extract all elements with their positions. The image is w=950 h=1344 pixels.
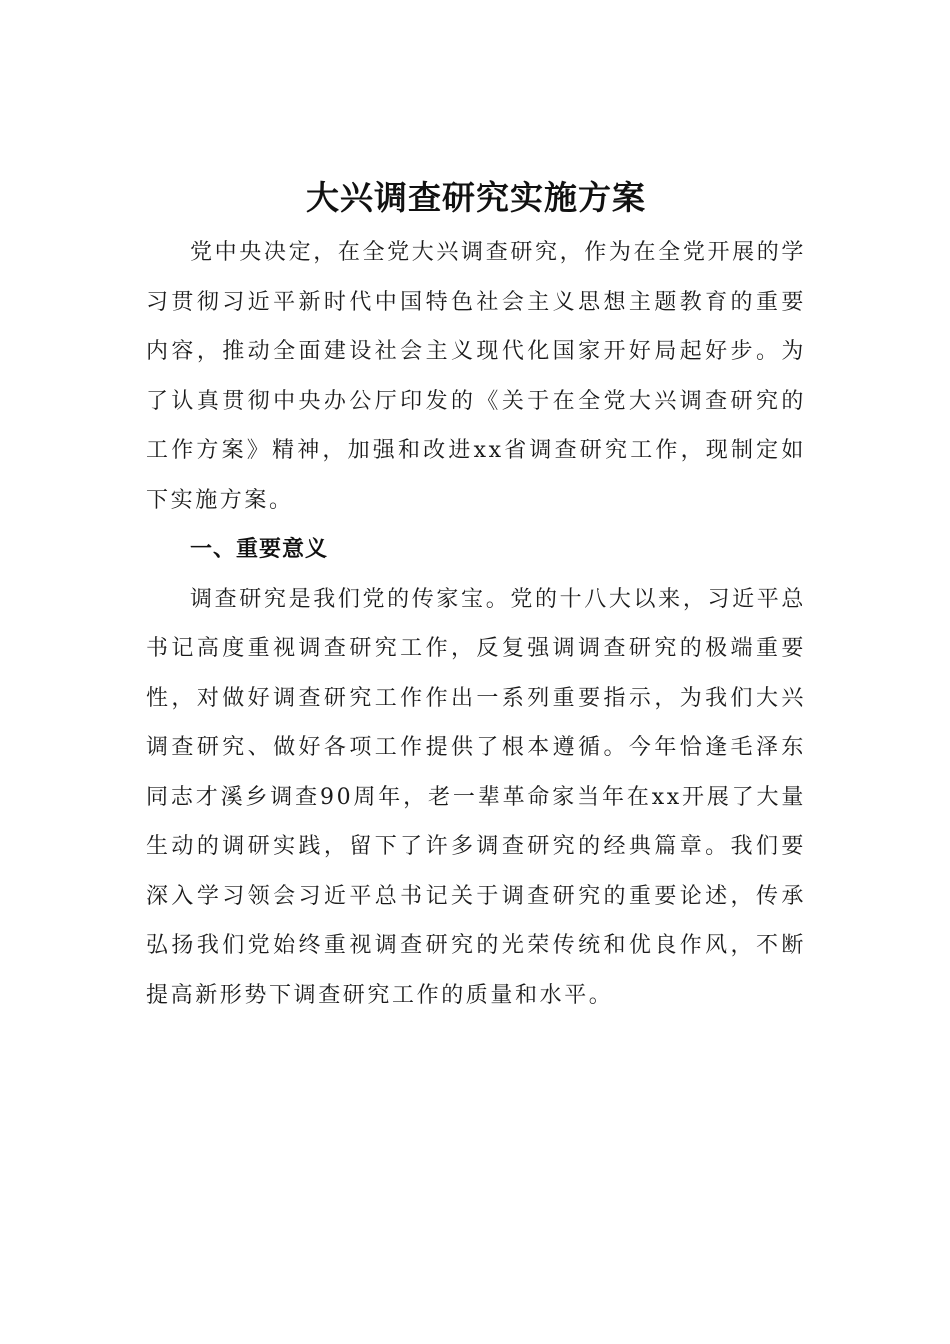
intro-paragraph: 党中央决定，在全党大兴调查研究，作为在全党开展的学习贯彻习近平新时代中国特色社会主义思想主题教育的重要内容，推动全面建设社会主义现代化国家开好局起好步。为了认真贯彻中央办公厅印发的《关于在全党大兴调查研究的工作方案》精神，加强和改进xx省调查研究工作，现制定如下实施方案。 [146, 240, 806, 513]
significance-paragraph: 调查研究是我们党的传家宝。党的十八大以来，习近平总书记高度重视调查研究工作，反复强调调查研究的极端重要性，对做好调查研究工作作出一系列重要指示，为我们大兴调查研究、做好各项工作提供了根本遵循。今年恰逢毛泽东同志才溪乡调查90周年，老一辈革命家当年在xx开展了大量生动的调研实践，留下了许多调查研究的经典篇章。我们要深入学习领会习近平总书记关于调查研究的重要论述，传承弘扬我们党始终重视调查研究的光荣传统和优良作风，不断提高新形势下调查研究工作的质量和水平。 [146, 586, 806, 1008]
section-heading-significance: 一、重要意义 [190, 537, 329, 562]
document-body [146, 170, 806, 1020]
document-title: 大兴调查研究实施方案 [306, 178, 646, 217]
